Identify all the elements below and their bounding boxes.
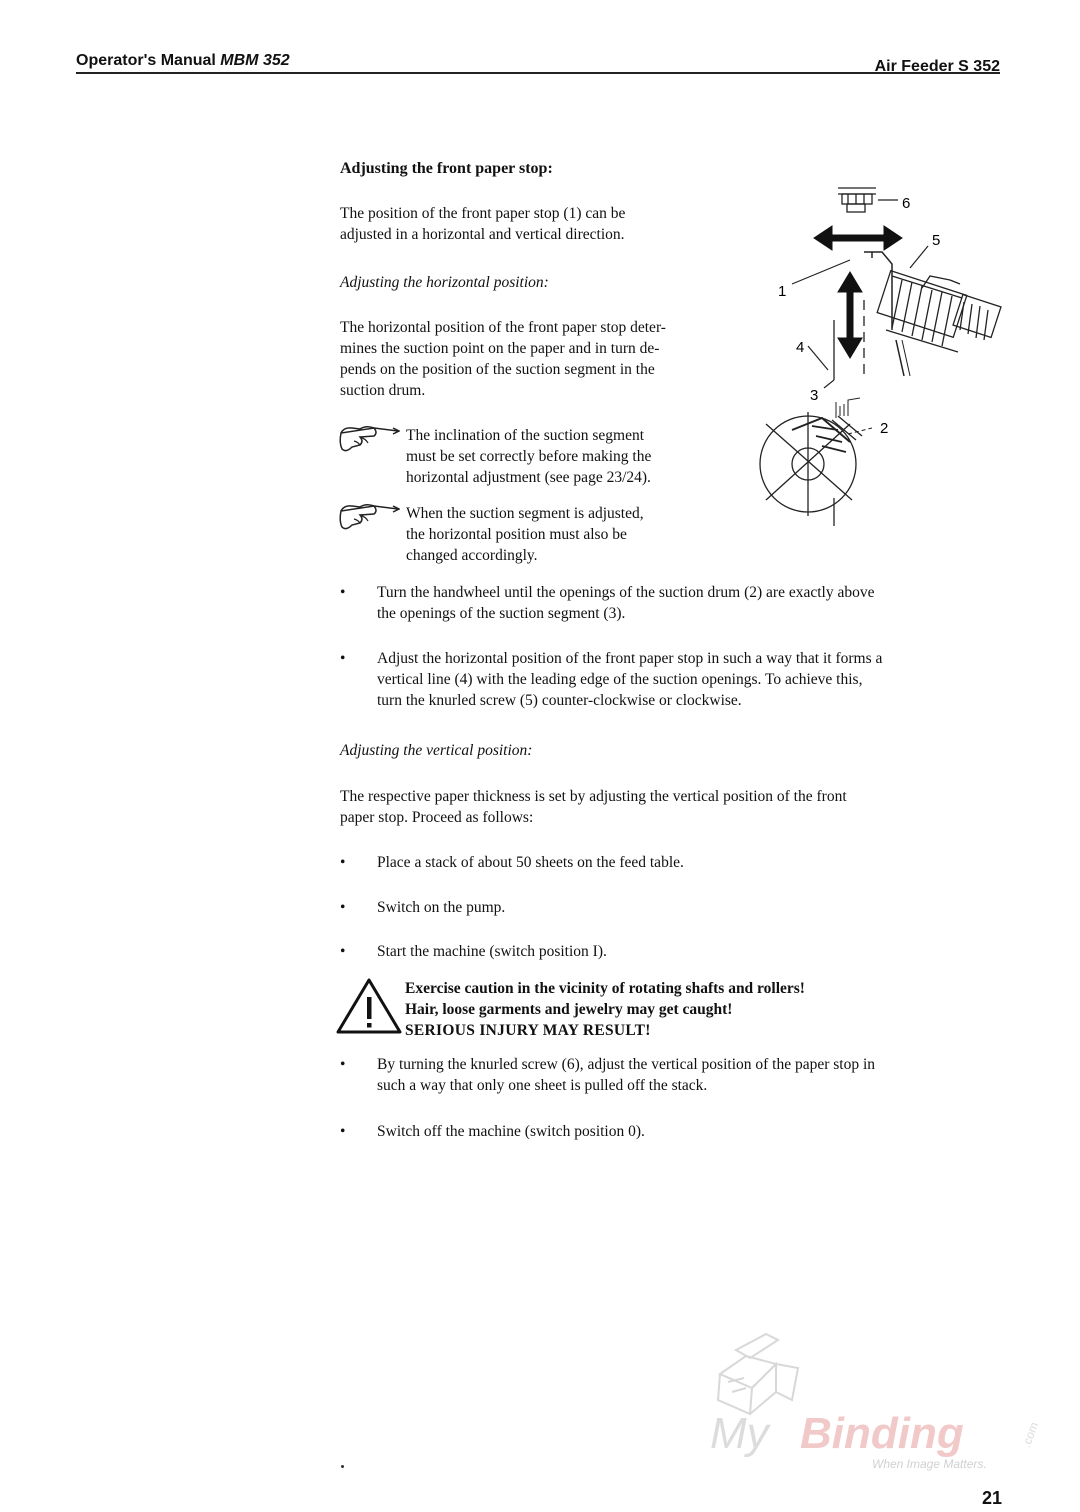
note-line: horizontal adjustment (see page 23/24).	[406, 469, 651, 486]
figure-label-3: 3	[810, 387, 819, 404]
bullet-marker: •	[340, 1056, 346, 1073]
note-segment-adjusted	[406, 503, 644, 566]
intro-line: adjusted in a horizontal and vertical direction.	[340, 226, 625, 243]
suction-drum-2	[760, 412, 862, 516]
figure-label-1: 1	[778, 283, 787, 300]
warning-triangle-icon	[335, 977, 403, 1035]
list-item-line: Start the machine (switch position I).	[377, 943, 607, 960]
bullet-marker: •	[340, 650, 346, 667]
list-item-line: By turning the knurled screw (6), adjust the vertical position of the paper stop in	[377, 1056, 876, 1073]
list-item-line: turn the knurled screw (5) counter-clockwise or clockwise.	[377, 692, 742, 709]
knurled-screw-6	[838, 188, 898, 212]
header-manual-prefix: Operator's Manual	[76, 52, 216, 69]
list-item-line: the openings of the suction segment (3).	[377, 605, 626, 622]
vertical-line: paper stop. Proceed as follows:	[340, 809, 534, 826]
header-rule	[76, 72, 1000, 74]
watermark-tagline: When Image Matters.	[872, 1457, 987, 1471]
list-item-line: Switch on the pump.	[377, 899, 506, 916]
vertical-line: The respective paper thickness is set by adjusting the vertical position of the front	[340, 788, 847, 805]
section-title: Adjusting the front paper stop:	[340, 160, 553, 177]
mybinding-watermark	[706, 1330, 1046, 1480]
knurled-screw-5-assembly	[877, 271, 1001, 352]
pointing-hand-icon	[338, 501, 400, 537]
warning-line: Exercise caution in the vicinity of rotating shafts and rollers!	[405, 980, 805, 997]
watermark-brand-my: My	[710, 1409, 769, 1458]
horizontal-arrow-icon	[814, 226, 902, 250]
horizontal-line: The horizontal position of the front paper stop deter-	[340, 319, 666, 336]
header-section-title: Air Feeder S 352	[874, 58, 1000, 75]
figure-label-2: 2	[880, 420, 889, 437]
horizontal-heading: Adjusting the horizontal position:	[340, 274, 549, 291]
list-item-line: Turn the handwheel until the openings of the suction drum (2) are exactly above	[377, 584, 875, 601]
bullet-marker: •	[340, 584, 346, 601]
bullet-marker: •	[340, 854, 346, 871]
warning-line: Hair, loose garments and jewelry may get caught!	[405, 1001, 733, 1018]
list-item-line: Switch off the machine (switch position 0).	[377, 1123, 645, 1140]
bullet-marker: •	[340, 899, 346, 916]
paper-stack-logo-icon	[718, 1334, 798, 1414]
paper-stop-diagram	[752, 180, 1012, 530]
header-model: MBM 352	[220, 52, 290, 69]
horizontal-line: mines the suction point on the paper and in turn de-	[340, 340, 660, 357]
header-manual-title	[76, 52, 290, 70]
intro-line: The position of the front paper stop (1) can be	[340, 205, 626, 222]
horizontal-line: pends on the position of the suction segment in the	[340, 361, 655, 378]
figure-label-4: 4	[796, 339, 805, 356]
bullet-marker: •	[340, 1123, 346, 1140]
list-item-line: vertical line (4) with the leading edge of the suction openings. To achieve this,	[377, 671, 863, 688]
note-line: the horizontal position must also be	[406, 526, 627, 543]
note-inclination	[406, 425, 651, 488]
note-line: When the suction segment is adjusted,	[406, 505, 644, 522]
vertical-heading: Adjusting the vertical position:	[340, 742, 533, 759]
list-item-line: such a way that only one sheet is pulled off the stack.	[377, 1077, 708, 1094]
intro-paragraph	[340, 203, 625, 245]
list-item-line: Place a stack of about 50 sheets on the feed table.	[377, 854, 684, 871]
watermark-brand-binding: Binding	[800, 1409, 964, 1458]
horizontal-line: suction drum.	[340, 382, 426, 399]
horizontal-paragraph	[340, 317, 666, 401]
watermark-tld: .com	[1019, 1420, 1042, 1450]
list-item-line: Adjust the horizontal position of the front paper stop in such a way that it forms a	[377, 650, 883, 667]
pointing-hand-icon	[338, 423, 400, 459]
note-line: must be set correctly before making the	[406, 448, 652, 465]
page-number: 21	[981, 1488, 1002, 1508]
note-line: changed accordingly.	[406, 547, 538, 564]
note-line: The inclination of the suction segment	[406, 427, 645, 444]
warning-text	[405, 978, 805, 1041]
figure-label-6: 6	[902, 195, 911, 212]
vertical-paragraph	[340, 786, 847, 828]
bullet-marker: •	[340, 943, 346, 960]
figure-label-5: 5	[932, 232, 941, 249]
vertical-arrow-icon	[838, 272, 862, 358]
scan-speck	[341, 1465, 344, 1468]
warning-line: SERIOUS INJURY MAY RESULT!	[405, 1022, 651, 1039]
